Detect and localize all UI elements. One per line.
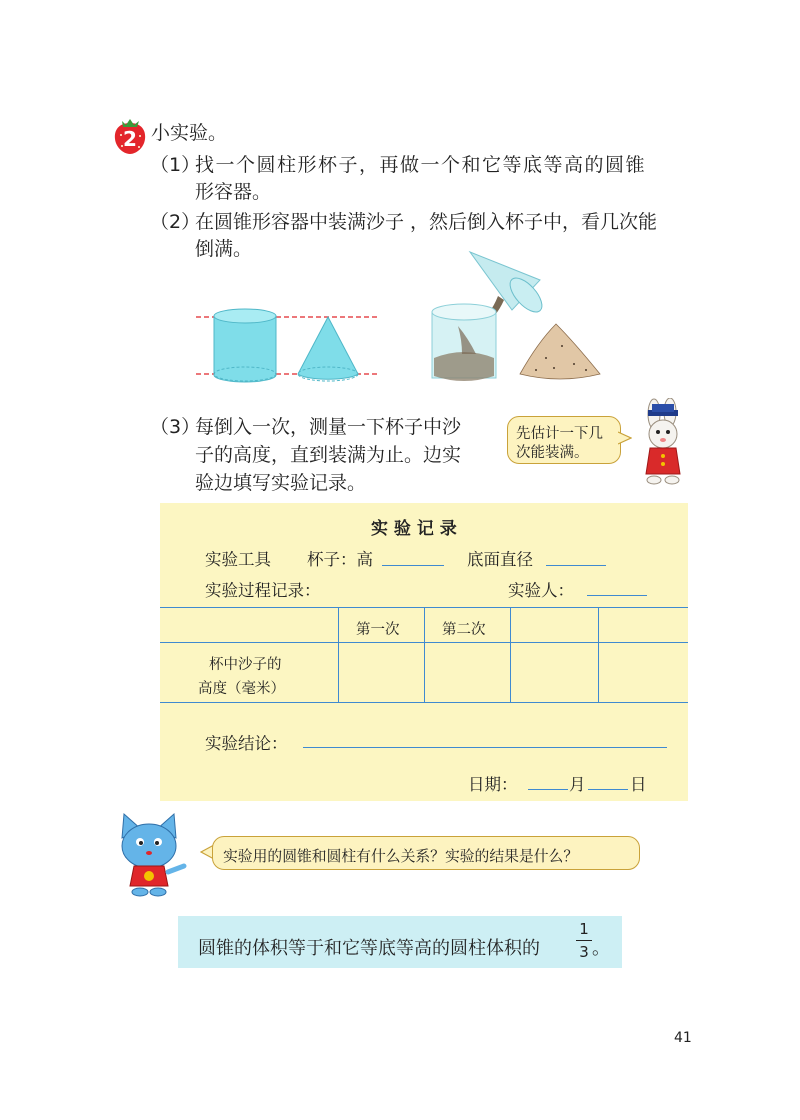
table-col-divider <box>424 607 425 702</box>
step-2-number: （2） <box>150 211 201 233</box>
cat-character <box>112 810 188 898</box>
section-title: 小实验。 <box>151 122 228 144</box>
table-header-second: 第二次 <box>442 622 486 638</box>
sand-pouring-illustration <box>428 246 608 386</box>
record-title: 实 验 记 录 <box>371 519 457 539</box>
conclusion-label: 实验结论： <box>205 734 288 753</box>
step-2-line-1: 在圆锥形容器中装满沙子 ，然后倒入杯子中，看几次能 <box>195 211 658 233</box>
cylinder-cone-illustration <box>196 300 386 386</box>
table-col-divider <box>338 607 339 702</box>
table-header-first: 第一次 <box>356 622 400 638</box>
step-3-line-1: 每倒入一次，测量一下杯子中沙 <box>195 416 462 438</box>
day-blank[interactable] <box>588 789 628 790</box>
cylinder-shape <box>214 309 276 382</box>
glass-cup <box>432 304 496 381</box>
record-process-label: 实验过程记录： <box>205 581 321 600</box>
conclusion-box <box>178 916 622 968</box>
experiment-record-box <box>160 503 688 801</box>
conclusion-blank[interactable] <box>303 747 667 748</box>
rabbit-character <box>636 398 694 486</box>
table-row-label-line-2: 高度（毫米） <box>198 681 285 697</box>
table-col-divider <box>510 607 511 702</box>
cup-height-blank[interactable] <box>382 565 444 566</box>
step-2-line-2: 倒满。 <box>195 238 253 260</box>
cone-shape <box>298 317 358 381</box>
section-number: 2 <box>123 127 137 151</box>
conclusion-period: 。 <box>592 938 610 959</box>
cat-speech-bubble <box>212 836 640 870</box>
step-3-line-3: 验边填写实验记录。 <box>195 472 367 494</box>
step-1-line-1: 找一个圆柱形杯子，再做一个和它等底等高的圆锥 <box>195 154 647 176</box>
rabbit-bubble-line-1: 先估计一下几 <box>516 426 603 442</box>
record-person-label: 实验人： <box>508 581 574 600</box>
conclusion-text: 圆锥的体积等于和它等底等高的圆柱体积的 <box>198 938 540 959</box>
step-1-number: （1） <box>150 154 201 176</box>
step-3-line-2: 子的高度，直到装满为止。边实 <box>195 444 462 466</box>
cat-bubble-text: 实验用的圆锥和圆柱有什么关系？实验的结果是什么？ <box>223 848 579 865</box>
bubble-pointer-icon <box>618 430 632 446</box>
month-blank[interactable] <box>528 789 568 790</box>
table-col-divider <box>598 607 599 702</box>
table-bottom-line <box>160 702 688 703</box>
rabbit-bubble-line-2: 次能装满。 <box>516 445 589 461</box>
sand-pile <box>520 324 600 379</box>
step-3-number: （3） <box>150 416 201 438</box>
strawberry-number-badge <box>112 115 148 155</box>
page-number: 41 <box>674 1030 692 1046</box>
day-label: 日 <box>630 775 647 794</box>
record-tools-label: 实验工具 <box>205 550 271 569</box>
date-label: 日期： <box>468 775 518 794</box>
record-diameter-label: 底面直径 <box>467 550 533 569</box>
fraction-numerator: 1 <box>579 920 589 938</box>
step-1-line-2: 形容器。 <box>195 181 272 203</box>
fraction-denominator: 3 <box>579 943 589 961</box>
table-row-label-line-1: 杯中沙子的 <box>209 657 282 673</box>
person-blank[interactable] <box>587 595 647 596</box>
fraction-bar <box>576 940 592 941</box>
diameter-blank[interactable] <box>546 565 606 566</box>
record-cup-label: 杯子：高 <box>307 550 373 569</box>
rabbit-speech-bubble <box>507 416 621 464</box>
month-label: 月 <box>569 775 586 794</box>
